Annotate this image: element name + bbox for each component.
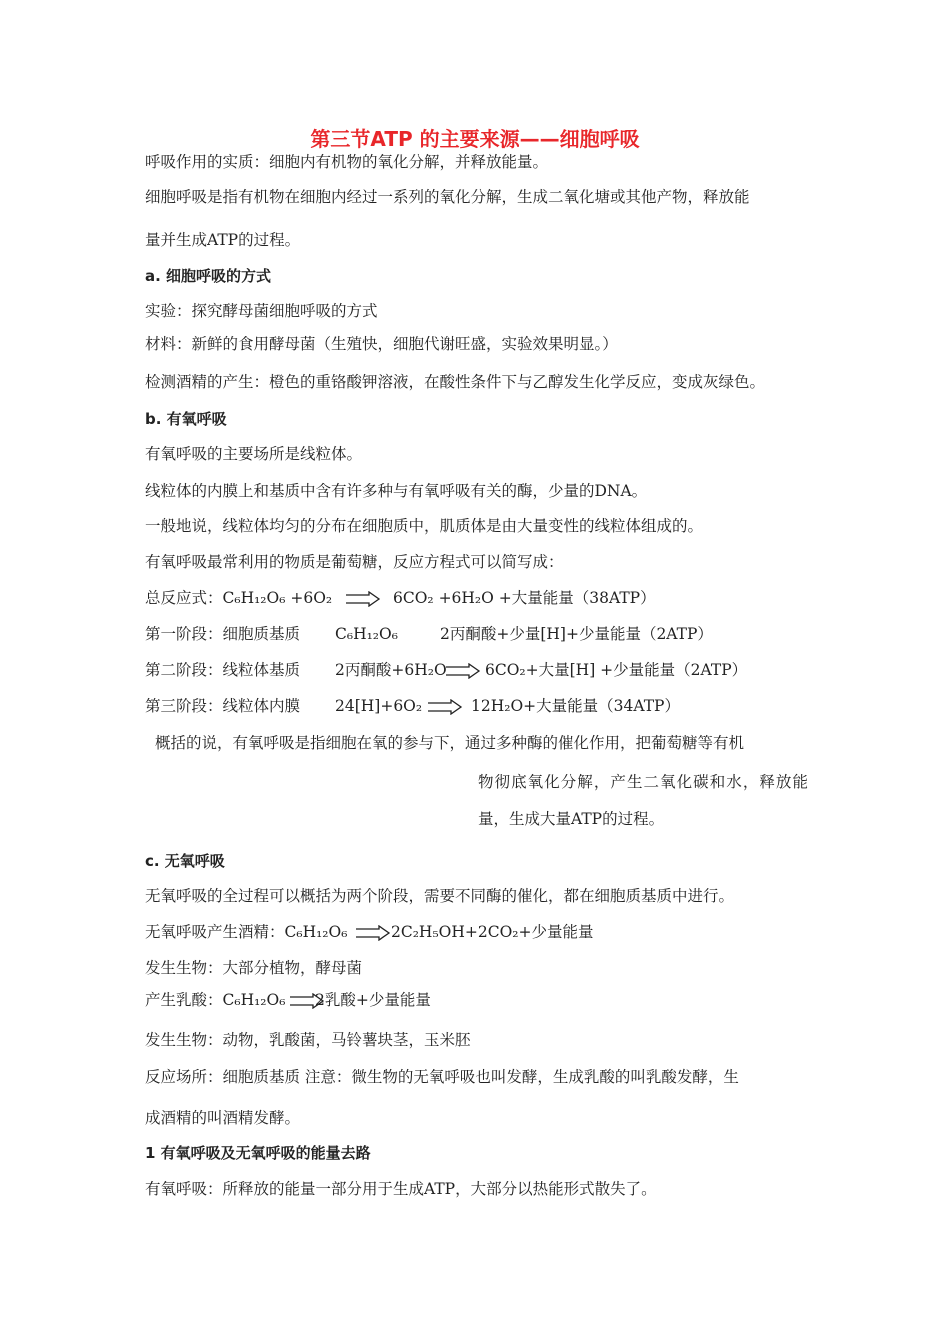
reaction-arrow-icon bbox=[445, 663, 481, 679]
experiment-text: 实验：探究酵母菌细胞呼吸的方式 bbox=[145, 302, 378, 320]
definition-text-1: 细胞呼吸是指有机物在细胞内经过一系列的氧化分解，生成二氧化塘或其他产物，释放能 bbox=[145, 188, 750, 206]
summary-text-1: 概括的说，有氧呼吸是指细胞在氧的参与下，通过多种酶的催化作用，把葡萄糖等有机 bbox=[155, 734, 745, 752]
material-text: 材料：新鲜的食用酵母菌（生殖快，细胞代谢旺盛，实验效果明显。） bbox=[145, 335, 618, 353]
stage2-reactant: 2丙酮酸+6H₂O bbox=[335, 661, 447, 679]
section-c-heading: c. 无氧呼吸 bbox=[145, 852, 225, 870]
reaction-arrow-icon bbox=[427, 699, 463, 715]
section-1-heading: 1 有氧呼吸及无氧呼吸的能量去路 bbox=[145, 1144, 371, 1162]
stage1-reactant: C₆H₁₂O₆ bbox=[335, 625, 398, 643]
alcohol-reaction-label: 无氧呼吸产生酒精：C₆H₁₂O₆ bbox=[145, 923, 348, 941]
stage1-product: 2丙酮酸+少量[H]+少量能量（2ATP） bbox=[440, 625, 713, 643]
total-reaction-product: 6CO₂ +6H₂O +大量能量（38ATP） bbox=[393, 589, 656, 607]
stage2-label: 第二阶段：线粒体基质 bbox=[145, 661, 301, 679]
alcohol-reaction bbox=[145, 922, 825, 942]
stage3-reactant: 24[H]+6O₂ bbox=[335, 697, 423, 715]
definition-text-2: 量并生成ATP的过程。 bbox=[145, 231, 301, 249]
membrane-text: 线粒体的内膜上和基质中含有许多种与有氧呼吸有关的酶，少量的DNA。 bbox=[145, 482, 648, 500]
stage1-reaction bbox=[145, 624, 825, 644]
lactic-organisms-text: 发生生物：动物，乳酸菌，马铃薯块茎，玉米胚 bbox=[145, 1031, 471, 1049]
section-b-heading: b. 有氧呼吸 bbox=[145, 410, 227, 428]
glucose-text: 有氧呼吸最常利用的物质是葡萄糖，反应方程式可以简写成： bbox=[145, 553, 564, 571]
alcohol-organisms-text: 发生生物：大部分植物，酵母菌 bbox=[145, 959, 363, 977]
location-text-1: 反应场所：细胞质基质 注意：微生物的无氧呼吸也叫发酵，生成乳酸的叫乳酸发酵，生 bbox=[145, 1068, 739, 1086]
stage3-product: 12H₂O+大量能量（34ATP） bbox=[471, 697, 680, 715]
stage3-label: 第三阶段：线粒体内膜 bbox=[145, 697, 301, 715]
distribution-text: 一般地说，线粒体均匀的分布在细胞质中，肌质体是由大量变性的线粒体组成的。 bbox=[145, 517, 704, 535]
total-reaction bbox=[145, 588, 825, 608]
summary-text-2: 物彻底氧化分解，产生二氧化碳和水，释放能量，生成大量ATP的过程。 bbox=[478, 773, 808, 828]
stage2-reaction bbox=[145, 660, 825, 680]
lactic-reaction bbox=[145, 990, 825, 1010]
alcohol-reaction-product: 2C₂H₅OH+2CO₂+少量能量 bbox=[391, 923, 594, 941]
detect-text: 检测酒精的产生：橙色的重铬酸钾溶液，在酸性条件下与乙醇发生化学反应，变成灰绿色。 bbox=[145, 373, 766, 391]
total-reaction-label: 总反应式：C₆H₁₂O₆ +6O₂ bbox=[145, 589, 333, 607]
site-text: 有氧呼吸的主要场所是线粒体。 bbox=[145, 445, 363, 463]
stage1-label: 第一阶段：细胞质基质 bbox=[145, 625, 301, 643]
stage3-reaction bbox=[145, 696, 825, 716]
lactic-reaction-label: 产生乳酸：C₆H₁₂O₆ bbox=[145, 991, 286, 1009]
stage2-product: 6CO₂+大量[H] +少量能量（2ATP） bbox=[485, 661, 748, 679]
reaction-arrow-icon bbox=[345, 591, 381, 607]
overview-text: 无氧呼吸的全过程可以概括为两个阶段，需要不同酶的催化，都在细胞质基质中进行。 bbox=[145, 887, 735, 905]
essence-text: 呼吸作用的实质：细胞内有机物的氧化分解，并释放能量。 bbox=[145, 153, 549, 171]
reaction-arrow-icon bbox=[355, 925, 391, 941]
lactic-reaction-product: 2乳酸+少量能量 bbox=[315, 991, 431, 1009]
page-title: 第三节ATP 的主要来源——细胞呼吸 bbox=[310, 127, 640, 151]
aerobic-energy-text: 有氧呼吸：所释放的能量一部分用于生成ATP，大部分以热能形式散失了。 bbox=[145, 1180, 657, 1198]
location-text-2: 成酒精的叫酒精发酵。 bbox=[145, 1109, 301, 1127]
section-a-heading: a. 细胞呼吸的方式 bbox=[145, 267, 272, 285]
